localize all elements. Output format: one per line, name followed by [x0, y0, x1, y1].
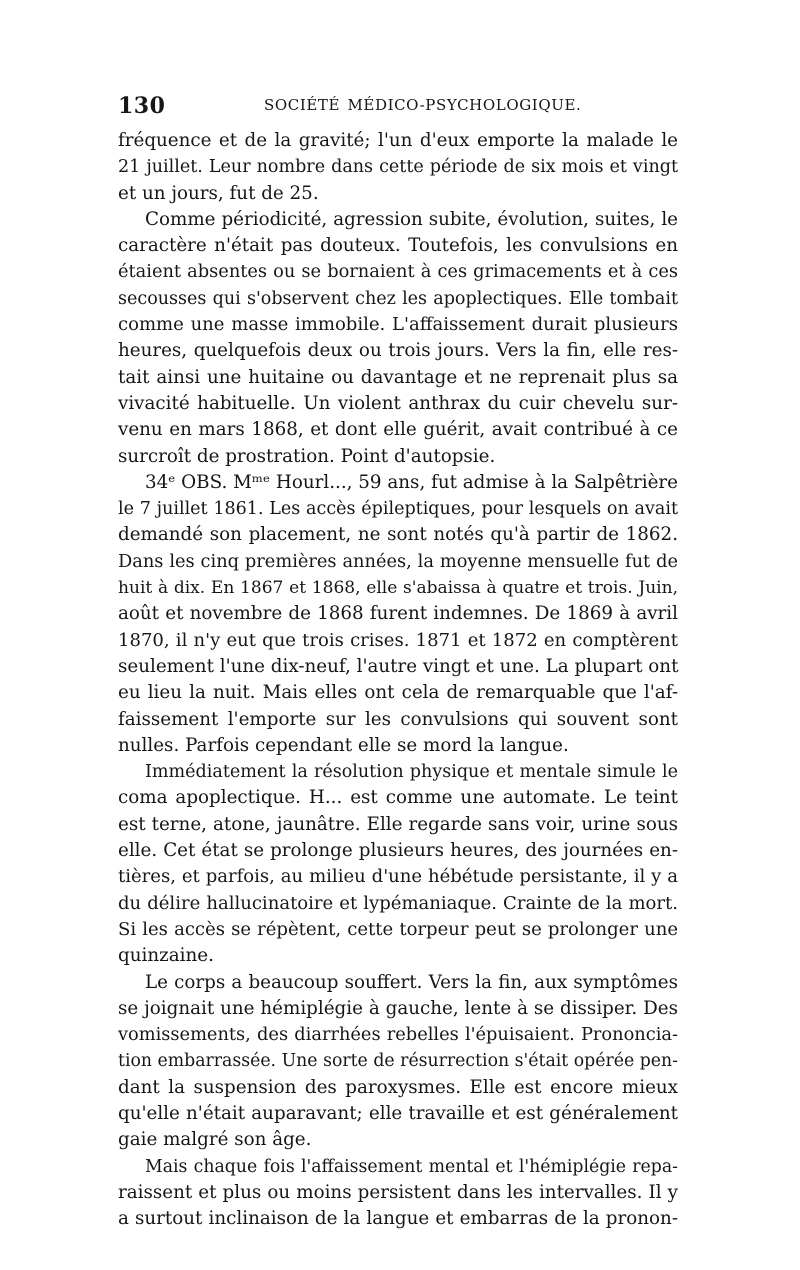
text-line: dant la suspension des paroxysmes. Elle est encore mieux: [118, 1076, 678, 1098]
text-line: Mais chaque fois l'affaissement mental et l'hémiplégie repa-: [145, 1156, 678, 1177]
text-line: quinzaine.: [118, 945, 214, 967]
text-line: eu lieu la nuit. Mais elles ont cela de remarquable que l'af-: [118, 682, 678, 704]
text-line: 34ᵉ OBS. Mᵐᵉ Hourl..., 59 ans, fut admise à la Salpêtrière: [145, 471, 678, 493]
text-line: a surtout inclinaison de la langue et embarras de la pronon-: [118, 1208, 678, 1230]
text-line: se joignait une hémiplégie à gauche, lente à se dissiper. Des: [118, 997, 678, 1019]
running-title: SOCIÉTÉ MÉDICO-PSYCHOLOGIQUE.: [264, 96, 582, 114]
text-line: Comme périodicité, agression subite, évolution, suites, le: [145, 208, 678, 230]
text-line: coma apoplectique. H... est comme une automate. Le teint: [118, 787, 678, 809]
text-line: venu en mars 1868, et dont elle guérit, avait contribué à ce: [118, 419, 678, 441]
text-line: Le corps a beaucoup souffert. Vers la fin, aux symptômes: [145, 971, 678, 993]
text-line: tait ainsi une huitaine ou davantage et ne reprenait plus sa: [118, 366, 678, 388]
text-line: 1870, il n'y eut que trois crises. 1871 et 1872 en comptèrent: [118, 629, 678, 651]
text-line: vivacité habituelle. Un violent anthrax du cuir chevelu sur-: [118, 392, 678, 414]
text-line: et un jours, fut de 25.: [118, 182, 319, 204]
text-line: elle. Cet état se prolonge plusieurs heures, des journées en-: [118, 840, 678, 862]
text-line: raissent et plus ou moins persistent dans les intervalles. Il y: [118, 1181, 678, 1203]
text-line: Si les accès se répètent, cette torpeur peut se prolonger une: [118, 918, 678, 940]
text-line: demandé son placement, ne sont notés qu'à partir de 1862.: [118, 524, 678, 546]
text-line: caractère n'était pas douteux. Toutefois, les convulsions en: [118, 235, 678, 257]
page-header: [118, 93, 678, 117]
text-line: tion embarrassée. Une sorte de résurrection s'était opérée pen-: [118, 1051, 678, 1072]
text-line: août et novembre de 1868 furent indemnes. De 1869 à avril: [118, 603, 678, 625]
text-line: nulles. Parfois cependant elle se mord la langue.: [118, 734, 569, 756]
text-line: comme une masse immobile. L'affaissement durait plusieurs: [118, 314, 678, 336]
text-line: seulement l'une dix-neuf, l'autre vingt et une. La plupart ont: [118, 655, 679, 677]
text-line: tières, et parfois, au milieu d'une hébétude persistante, il y a: [118, 866, 678, 888]
text-line: du délire hallucinatoire et lypémaniaque. Crainte de la mort.: [118, 892, 678, 914]
text-line: fréquence et de la gravité; l'un d'eux emporte la malade le: [118, 130, 678, 151]
page-number: 130: [118, 93, 166, 119]
text-line: vomissements, des diarrhées rebelles l'épuisaient. Prononcia-: [118, 1024, 678, 1046]
text-line: surcroît de prostration. Point d'autopsie.: [118, 445, 496, 467]
text-line: Dans les cinq premières années, la moyenne mensuelle fut de: [118, 550, 678, 572]
text-line: qu'elle n'était auparavant; elle travaille et est généralement: [118, 1102, 678, 1124]
text-line: heures, quelquefois deux ou trois jours. Vers la fin, elle res-: [118, 340, 678, 362]
text-line: secousses qui s'observent chez les apoplectiques. Elle tombait: [118, 288, 678, 309]
text-line: 21 juillet. Leur nombre dans cette période de six mois et vingt: [118, 157, 678, 178]
text-line: faissement l'emporte sur les convulsions qui souvent sont: [118, 708, 678, 730]
text-line: huit à dix. En 1867 et 1868, elle s'abaissa à quatre et trois. Juin,: [118, 578, 678, 599]
text-line: le 7 juillet 1861. Les accès épileptiques, pour lesquels on avait: [118, 499, 678, 520]
text-line: Immédiatement la résolution physique et mentale simule le: [145, 762, 678, 783]
text-line: gaie malgré son âge.: [118, 1129, 312, 1151]
text-line: est terne, atone, jaunâtre. Elle regarde sans voir, urine sous: [118, 813, 678, 835]
body-text: [118, 128, 678, 1232]
text-line: étaient absentes ou se bornaient à ces grimacements et à ces: [118, 261, 678, 283]
